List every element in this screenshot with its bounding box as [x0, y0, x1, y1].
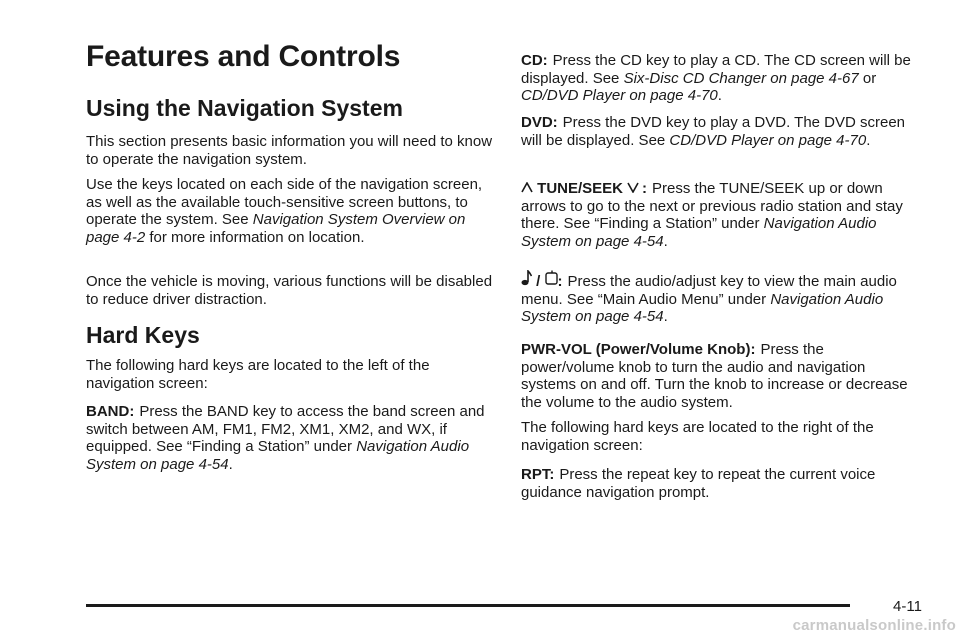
- band-term: BAND:: [86, 403, 135, 420]
- cd-paragraph: [521, 52, 916, 105]
- intro-paragraph: This section presents basic information you will need to know to operate the navigation system.: [86, 133, 493, 168]
- page-heading: Features and Controls: [86, 40, 401, 73]
- cd-text: Press the CD key to play a CD. The CD screen will be displayed. See: [521, 52, 911, 87]
- tune-term: TUNE/SEEK: [537, 180, 624, 197]
- left-keys-intro: The following hard keys are located to the left of the navigation screen:: [86, 357, 430, 392]
- footer-rule: [86, 604, 850, 607]
- right-keys-intro: The following hard keys are located to the right of the navigation screen:: [521, 419, 874, 454]
- band-reference: Navigation Audio System on page 4-54: [86, 438, 470, 473]
- moving-paragraph: Once the vehicle is moving, various functions will be disabled to reduce driver distraction.: [86, 273, 493, 308]
- tune-colon: :: [642, 180, 648, 197]
- band-end: .: [228, 455, 233, 473]
- adjust-square-icon: [545, 270, 558, 291]
- hard-keys-title: Hard Keys: [86, 322, 200, 348]
- pwr-term: PWR-VOL (Power/Volume Knob):: [521, 341, 756, 358]
- audio-end: .: [663, 308, 668, 325]
- keys-paragraph-tail: for more information on location.: [145, 228, 365, 246]
- dvd-text: Press the DVD key to play a DVD. The DVD screen will be displayed. See: [521, 114, 906, 149]
- cd-reference-changer: Six-Disc CD Changer on page 4-67: [623, 69, 859, 87]
- cd-reference-player: CD/DVD Player on page 4-70: [521, 87, 718, 104]
- audio-separator: /: [536, 273, 541, 290]
- tune-paragraph: [521, 180, 916, 250]
- up-chevron-icon: [521, 180, 533, 198]
- rpt-text: Press the repeat key to repeat the current voice guidance navigation prompt.: [521, 466, 876, 501]
- dvd-term: DVD:: [521, 114, 558, 131]
- audio-paragraph: [521, 270, 916, 326]
- music-note-icon: [521, 270, 532, 291]
- cd-end: .: [717, 87, 722, 104]
- tune-end: .: [663, 232, 668, 250]
- watermark: carmanualsonline.info: [792, 617, 956, 634]
- cd-term: CD:: [521, 52, 548, 69]
- dvd-reference: CD/DVD Player on page 4-70: [669, 131, 867, 149]
- audio-reference: Navigation Audio System on page 4-54: [521, 290, 884, 325]
- band-paragraph: [86, 403, 496, 473]
- cd-or: or: [858, 69, 877, 87]
- keys-paragraph-text: Use the keys located on each side of the navigation screen, as well as the available touch-sensitive screen buttons, to operate the system. See: [86, 176, 483, 228]
- pwr-text: Press the power/volume knob to turn the audio and navigation systems on and off. Turn the knob to increase or decrease the volume to the audio system.: [521, 341, 908, 411]
- keys-paragraph: [86, 176, 496, 246]
- down-chevron-icon: [627, 180, 639, 198]
- overview-reference: Navigation System Overview on page 4-2: [86, 211, 466, 246]
- page-number: 4-11: [893, 598, 922, 615]
- tune-reference: Navigation Audio System on page 4-54: [521, 215, 877, 250]
- dvd-end: .: [866, 131, 871, 149]
- tune-text: Press the TUNE/SEEK up or down arrows to go to the next or previous radio station and stay there. See “Finding a Station” under: [521, 180, 903, 232]
- dvd-paragraph: [521, 114, 916, 149]
- section-title: Using the Navigation System: [86, 95, 403, 121]
- audio-text: Press the audio/adjust key to view the main audio menu. See “Main Audio Menu” under: [521, 273, 897, 308]
- pwr-paragraph: [521, 341, 916, 411]
- band-text: Press the BAND key to access the band screen and switch between AM, FM1, FM2, XM1, XM2, and WX, if equipped. See “Finding a Station” under: [86, 403, 485, 455]
- rpt-paragraph: [521, 466, 916, 501]
- audio-colon: :: [557, 273, 563, 290]
- rpt-term: RPT:: [521, 466, 555, 483]
